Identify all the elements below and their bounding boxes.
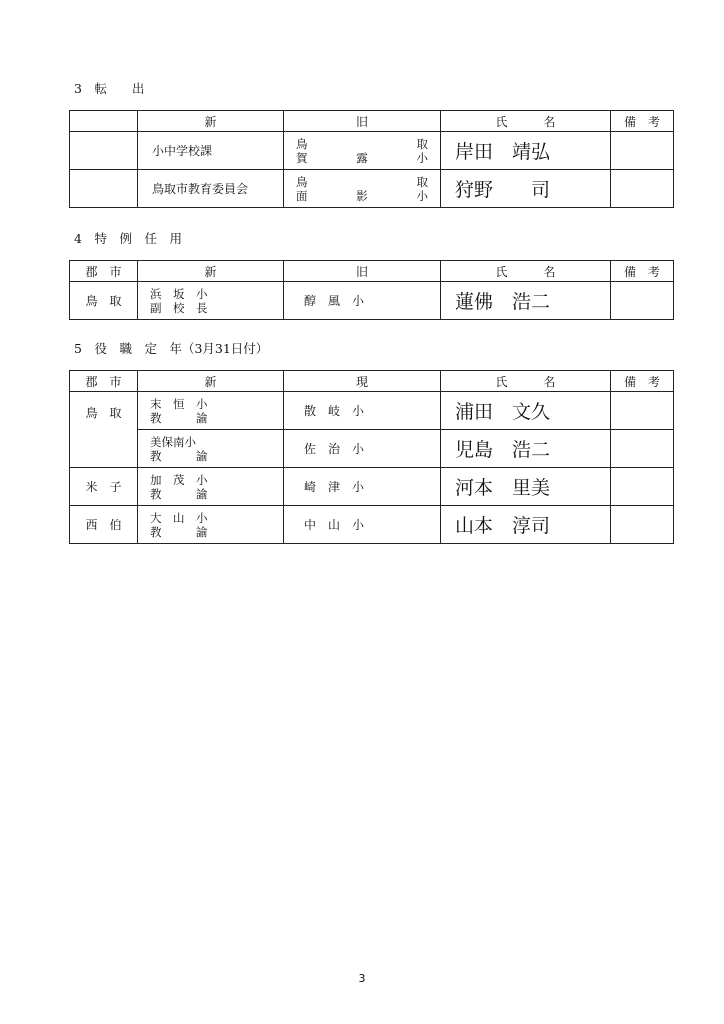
person-name: 山本 淳司: [455, 515, 551, 537]
table-row: [70, 132, 674, 170]
header-region: 郡 市: [70, 371, 138, 392]
new-post-cell: [138, 170, 284, 208]
new-post-cell: [138, 468, 284, 506]
new-position: 副 校 長: [150, 300, 208, 315]
table-header-row: [70, 261, 674, 282]
new-post-cell: [138, 282, 284, 320]
new-school: 加 茂 小: [150, 472, 208, 487]
section-5-heading: 5 役 職 定 年（3月31日付）: [74, 341, 269, 356]
header-old: 旧: [284, 261, 441, 282]
new-school: 美保南小: [150, 434, 196, 449]
old-post-cell: [284, 282, 441, 320]
header-old: 旧: [284, 111, 441, 132]
remarks-cell: [611, 170, 674, 208]
header-region: 郡 市: [70, 261, 138, 282]
remarks-cell: [611, 506, 674, 544]
page-number: 3: [358, 972, 366, 985]
table-header-row: [70, 111, 674, 132]
special-appointment-table: [69, 260, 674, 320]
old-post-cell: 鳥 取 面 影 小: [284, 170, 441, 208]
old-post: 醇 風 小: [304, 294, 365, 308]
header-name: 氏 名: [441, 261, 611, 282]
name-cell: [441, 132, 611, 170]
table-header-row: [70, 371, 674, 392]
remarks-cell: [611, 430, 674, 468]
new-post: 鳥取市教育委員会: [152, 182, 249, 196]
new-position: 教 諭: [150, 486, 208, 501]
region-cell: 鳥 取: [70, 392, 138, 468]
current-post-cell: [284, 430, 441, 468]
region-cell: 鳥 取: [70, 282, 138, 320]
current-post-cell: [284, 506, 441, 544]
new-school: 末 恒 小: [150, 396, 208, 411]
region-cell: [70, 132, 138, 170]
table-row: [70, 468, 674, 506]
retirement-age-table: [69, 370, 674, 544]
person-name: 蓮佛 浩二: [455, 291, 551, 313]
region-cell: 米 子: [70, 468, 138, 506]
current-post: 佐 治 小: [304, 442, 365, 456]
table-row: [70, 170, 674, 208]
table-row: [70, 430, 674, 468]
person-name: 狩野 司: [455, 179, 551, 201]
table-row: [70, 392, 674, 430]
new-school: 大 山 小: [150, 510, 208, 525]
header-name: 氏 名: [441, 371, 611, 392]
current-post: 散 岐 小: [304, 404, 365, 418]
header-region: [70, 111, 138, 132]
current-post-cell: [284, 468, 441, 506]
name-cell: [441, 506, 611, 544]
header-new: 新: [138, 261, 284, 282]
remarks-cell: [611, 282, 674, 320]
region-cell: [70, 170, 138, 208]
name-cell: [441, 392, 611, 430]
header-remarks: 備 考: [611, 371, 674, 392]
header-remarks: 備 考: [611, 111, 674, 132]
section-3-heading: 3 転 出: [74, 81, 145, 96]
new-post-cell: [138, 132, 284, 170]
transfer-out-table: [69, 110, 674, 208]
new-post-cell: [138, 430, 284, 468]
region-cell: 西 伯: [70, 506, 138, 544]
new-position: 教 諭: [150, 410, 208, 425]
name-cell: [441, 430, 611, 468]
remarks-cell: [611, 132, 674, 170]
current-post: 崎 津 小: [304, 480, 365, 494]
new-post-cell: [138, 506, 284, 544]
table-row: [70, 506, 674, 544]
remarks-cell: [611, 468, 674, 506]
name-cell: [441, 282, 611, 320]
current-post-cell: [284, 392, 441, 430]
new-post-cell: [138, 392, 284, 430]
new-school: 浜 坂 小: [150, 286, 208, 301]
old-post-cell: 鳥 取 賀 露 小: [284, 132, 441, 170]
section-4-heading: 4 特 例 任 用: [74, 231, 182, 246]
header-new: 新: [138, 111, 284, 132]
person-name: 河本 里美: [455, 477, 551, 499]
person-name: 岸田 靖弘: [455, 141, 551, 163]
header-new: 新: [138, 371, 284, 392]
new-position: 教 諭: [150, 524, 208, 539]
current-post: 中 山 小: [304, 518, 365, 532]
name-cell: [441, 468, 611, 506]
new-post: 小中学校課: [152, 144, 213, 158]
header-current: 現: [284, 371, 441, 392]
name-cell: [441, 170, 611, 208]
remarks-cell: [611, 392, 674, 430]
person-name: 浦田 文久: [455, 401, 551, 423]
new-position: 教 諭: [150, 448, 208, 463]
table-row: [70, 282, 674, 320]
person-name: 児島 浩二: [455, 439, 551, 461]
header-remarks: 備 考: [611, 261, 674, 282]
header-name: 氏 名: [441, 111, 611, 132]
